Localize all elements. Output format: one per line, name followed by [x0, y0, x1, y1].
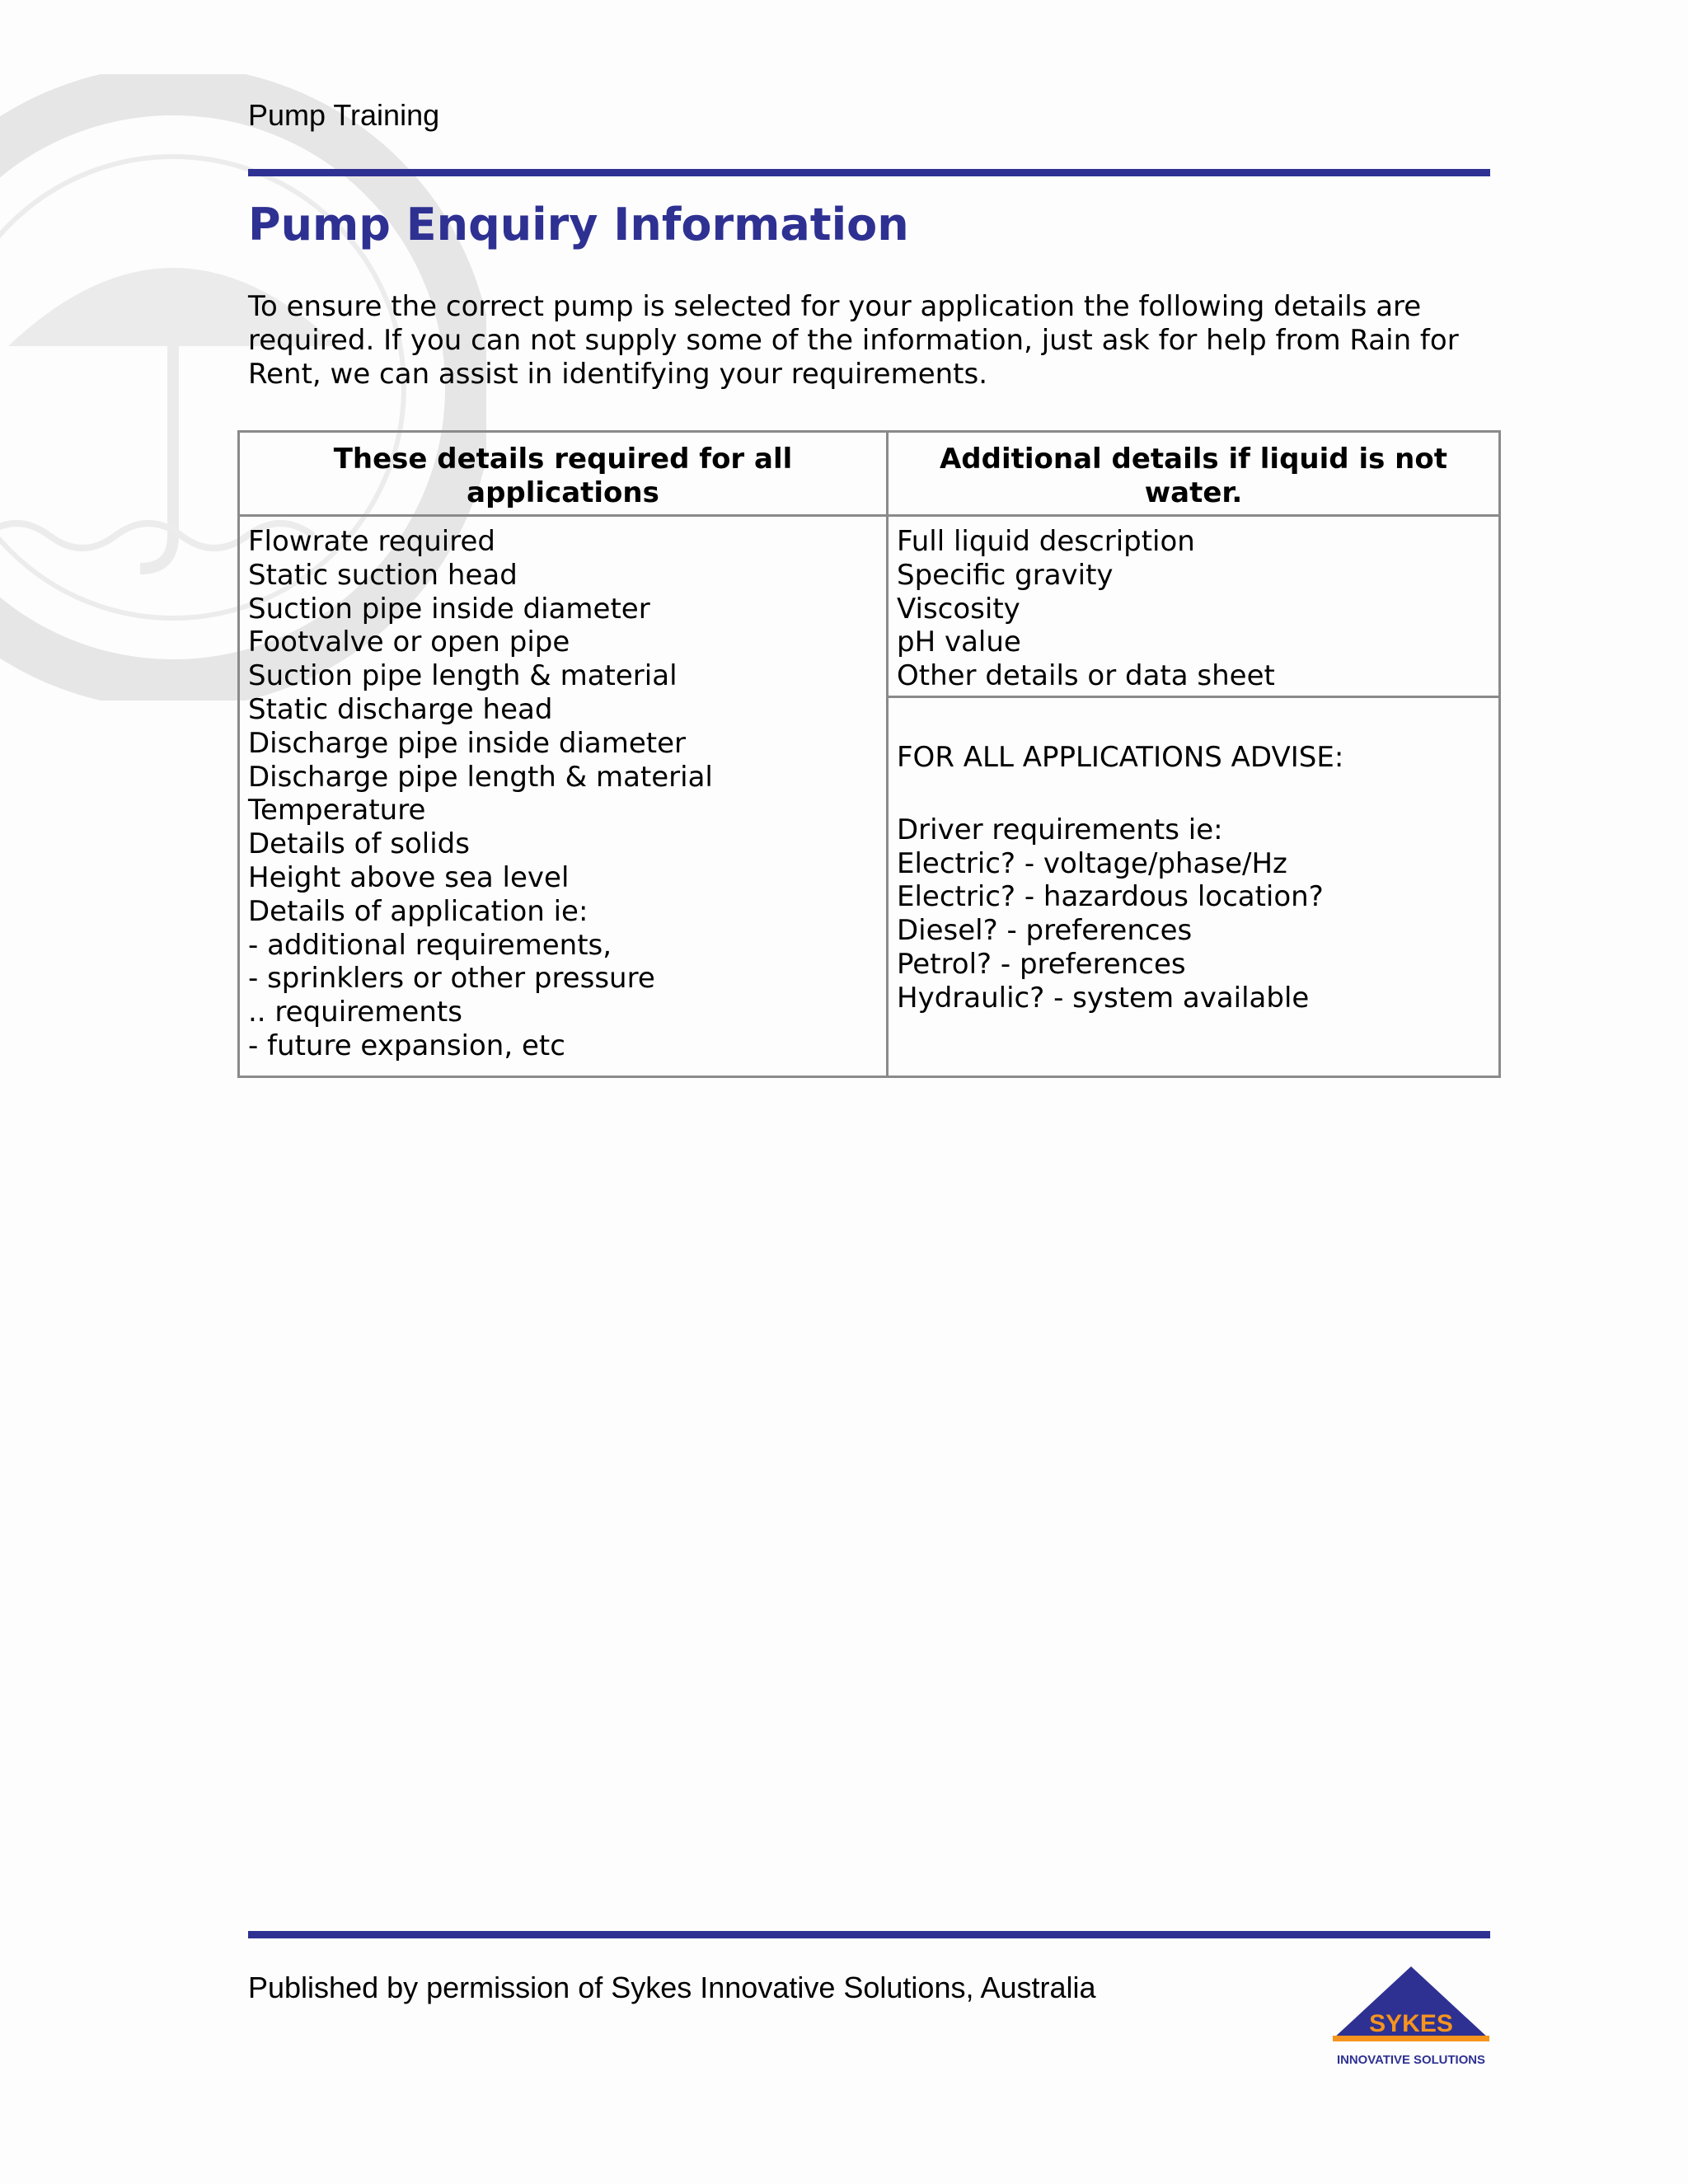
advise-cell: [888, 697, 1500, 1077]
required-details-list: [248, 525, 878, 1063]
header-rule: [248, 169, 1490, 176]
page-title: Pump Enquiry Information: [248, 199, 909, 251]
list-item: Static suction head: [248, 558, 518, 592]
list-item: Electric? - hazardous location?: [897, 880, 1324, 914]
list-item: Flowrate required: [248, 525, 495, 558]
list-item: Electric? - voltage/phase/Hz: [897, 846, 1287, 880]
list-item: - sprinklers or other pressure: [248, 962, 655, 996]
list-item: Specific gravity: [897, 558, 1114, 592]
list-item: Suction pipe length & material: [248, 659, 678, 693]
details-table: [237, 430, 1501, 1078]
list-item: Driver requirements ie:: [897, 813, 1223, 846]
required-details-cell: [239, 516, 888, 1077]
list-item: Static discharge head: [248, 692, 553, 726]
list-item: Height above sea level: [248, 860, 570, 894]
intro-paragraph: To ensure the correct pump is selected for your application the following details are required. If you can not supply some of the information, just ask for help from Rain for Rent, we can assist in identifying your requirements.: [248, 290, 1459, 391]
sykes-logo: [1329, 1963, 1493, 2075]
list-item: - additional requirements,: [248, 928, 612, 962]
liquid-details-list: [897, 525, 1490, 693]
running-header: Pump Training: [248, 98, 440, 132]
list-item: Details of application ie:: [248, 894, 588, 928]
list-item: Temperature: [248, 794, 426, 827]
list-item: Suction pipe inside diameter: [248, 592, 650, 626]
logo-wordmark: SYKES: [1369, 2010, 1453, 2037]
list-item: Full liquid description: [897, 525, 1195, 558]
list-item: Details of solids: [248, 827, 470, 861]
list-item: pH value: [897, 626, 1021, 659]
logo-tagline: INNOVATIVE SOLUTIONS: [1337, 2053, 1485, 2067]
list-item: Diesel? - preferences: [897, 914, 1193, 948]
list-item: - future expansion, etc: [248, 1029, 565, 1062]
footer-publisher-note: Published by permission of Sykes Innovative Solutions, Australia: [248, 1971, 1096, 2004]
list-item: .. requirements: [248, 996, 462, 1029]
list-item: Petrol? - preferences: [897, 947, 1186, 981]
advise-heading: FOR ALL APPLICATIONS ADVISE:: [897, 741, 1344, 774]
list-item: Other details or data sheet: [897, 659, 1275, 693]
advise-list: [897, 813, 1490, 1015]
list-item: Viscosity: [897, 592, 1020, 626]
header-liquid-details: Additional details if liquid is not water.: [888, 432, 1500, 516]
list-item: Discharge pipe inside diameter: [248, 726, 687, 760]
table-header-row: [239, 432, 1500, 516]
footer-rule: [248, 1931, 1490, 1938]
table-row: [239, 516, 1500, 697]
list-item: Discharge pipe length & material: [248, 760, 713, 794]
header-required-details: These details required for all applications: [239, 432, 888, 516]
list-item: Footvalve or open pipe: [248, 626, 570, 659]
list-item: Hydraulic? - system available: [897, 981, 1310, 1015]
liquid-details-cell: [888, 516, 1500, 697]
